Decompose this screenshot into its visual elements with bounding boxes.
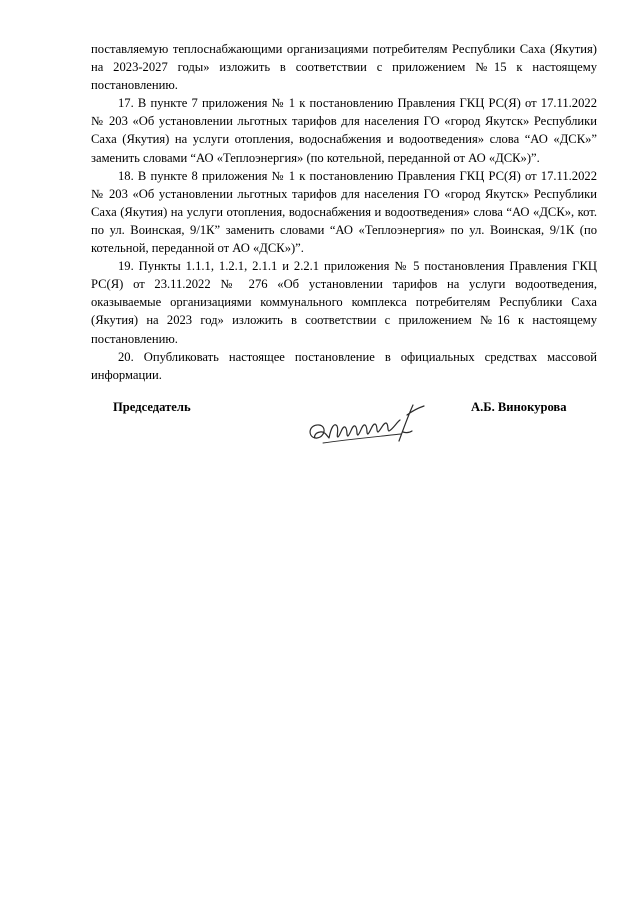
paragraph-item-18: 18. В пункте 8 приложения № 1 к постановлению Правления ГКЦ РС(Я) от 17.11.2022 № 203 «Об установлении льготных тарифов для населения ГО «город Якутск» Республики Саха (Якутия) на услуги отопления, водоснабжения и водоотведения» слова “АО «ДСК», кот. по ул. Воинская, 9/1К” заменить словами “АО «Теплоэнергия» по ул. Воинская, 9/1К (по котельной, переданной от АО «ДСК»)”. [91,168,597,256]
document-body [91,40,597,384]
paragraph-item-17: 17. В пункте 7 приложения № 1 к постановлению Правления ГКЦ РС(Я) от 17.11.2022 № 203 «Об установлении льготных тарифов для населения ГО «город Якутск» Республики Саха (Якутия) на услуги отопления, водоснабжения и водоотведения» слова “АО «ДСК»” заменить словами “АО «Теплоэнергия» (по котельной, переданной от АО «ДСК»)”. [91,96,597,165]
paragraph-continuation: поставляемую теплоснабжающими организациями потребителям Республики Саха (Якутия) на 2023-2027 годы» изложить в соответствии с приложением №15 к настоящему постановлению. [91,42,597,93]
paragraph-item-20: 20. Опубликовать настоящее постановление в официальных средствах массовой информации. [91,349,597,382]
signer-name: А.Б. Винокурова [471,400,567,414]
handwritten-signature [303,400,433,456]
position-title: Председатель [113,400,191,414]
signature-block [0,398,640,468]
paragraph-item-19: 19. Пункты 1.1.1, 1.2.1, 2.1.1 и 2.2.1 приложения № 5 постановления Правления ГКЦ РС(Я) от 23.11.2022 № 276 «Об установлении тарифов на услуги водоотведения, оказываемые организациями коммунального комплекса потребителям Республики Саха (Якутия) на 2023 год» изложить в соответствии с приложением №16 к настоящему постановлению. [91,259,597,346]
